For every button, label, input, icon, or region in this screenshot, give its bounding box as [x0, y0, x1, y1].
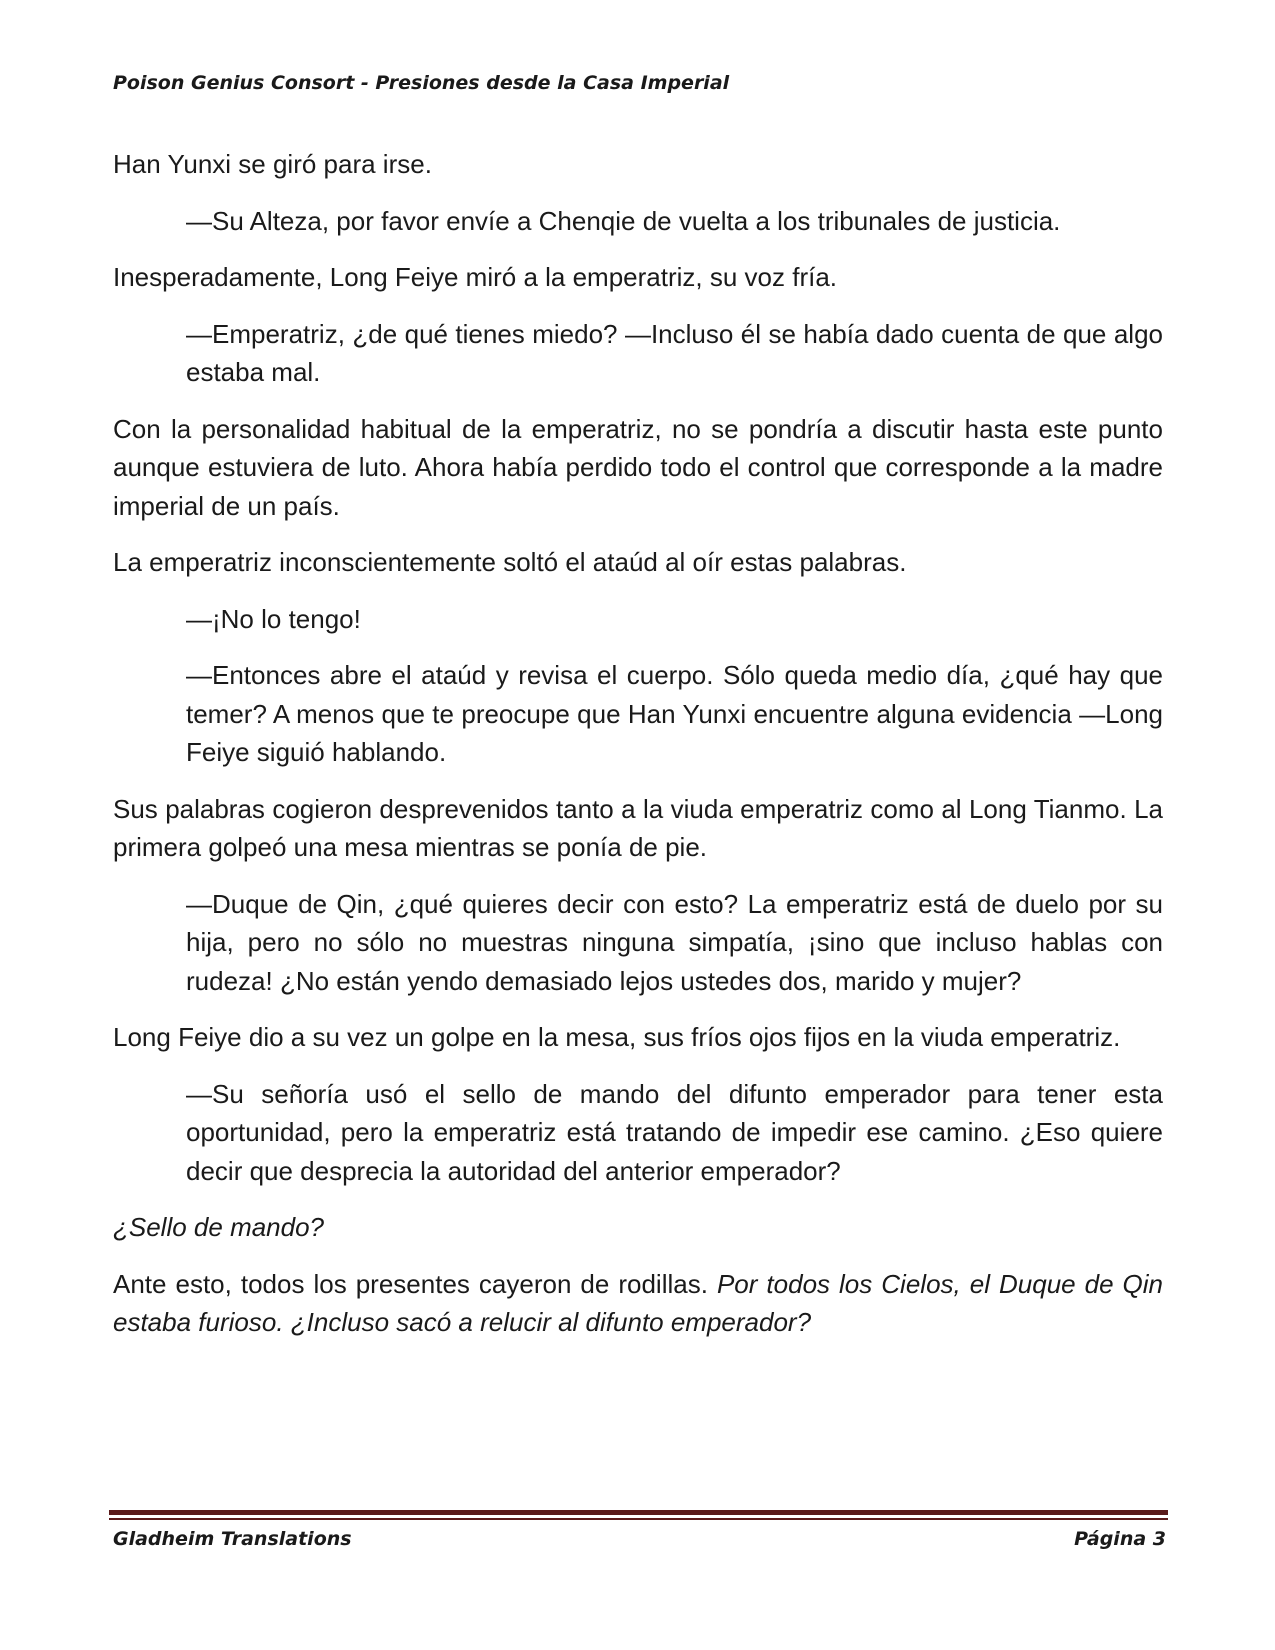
- footer-divider-thin: [109, 1518, 1168, 1520]
- mixed-paragraph: [113, 1265, 1163, 1342]
- dialogue-paragraph: —Entonces abre el ataúd y revisa el cuerpo. Sólo queda medio día, ¿qué hay que temer? A menos que te preocupe que Han Yunxi encuentre alguna evidencia —Long Feiye siguió hablando.: [186, 660, 1163, 767]
- footer-page-number: Página 3: [1074, 1528, 1166, 1550]
- dialogue-paragraph: —Su señoría usó el sello de mando del difunto emperador para tener esta oportunidad, pero la emperatriz está tratando de impedir ese camino. ¿Eso quiere decir que desprecia la autoridad del anterior emperador?: [186, 1078, 1163, 1186]
- dialogue-paragraph: —¡No lo tengo!: [186, 603, 361, 634]
- dialogue-paragraph: —Su Alteza, por favor envíe a Chenqie de vuelta a los tribunales de justicia.: [186, 205, 1061, 236]
- paragraph: Sus palabras cogieron desprevenidos tanto a la viuda emperatriz como al Long Tianmo. La primera golpeó una mesa mientras se ponía de pie.: [113, 793, 1163, 862]
- footer-publisher: Gladheim Translations: [113, 1528, 352, 1550]
- italic-thought-paragraph: ¿Sello de mando?: [113, 1212, 325, 1242]
- document-body: [113, 145, 1163, 1360]
- footer-divider-thick: [109, 1510, 1168, 1515]
- italic-thought-text: Por todos los Cielos, el Duque de Qin estaba furioso. ¿Incluso sacó a relucir al difunto emperador?: [113, 1268, 1164, 1337]
- paragraph: La emperatriz inconscientemente soltó el ataúd al oír estas palabras.: [113, 547, 907, 577]
- paragraph: Long Feiye dio a su vez un golpe en la mesa, sus fríos ojos fijos en la viuda emperatriz.: [113, 1022, 1121, 1052]
- paragraph: Han Yunxi se giró para irse.: [113, 149, 432, 179]
- paragraph: Con la personalidad habitual de la emperatriz, no se pondría a discutir hasta este punto aunque estuviera de luto. Ahora había perdido todo el control que corresponde a la madre imperial de un país.: [113, 413, 1163, 521]
- dialogue-paragraph: —Emperatriz, ¿de qué tienes miedo? —Incluso él se había dado cuenta de que algo estaba mal.: [186, 318, 1163, 387]
- dialogue-paragraph: —Duque de Qin, ¿qué quieres decir con esto? La emperatriz está de duelo por su hija, pero no sólo no muestras ninguna simpatía, ¡sino que incluso hablas con rudeza! ¿No están yendo demasiado lejos ustedes dos, marido y mujer?: [186, 888, 1163, 996]
- paragraph-text: Ante esto, todos los presentes cayeron de rodillas.: [113, 1268, 717, 1299]
- page-header-title: Poison Genius Consort - Presiones desde la Casa Imperial: [113, 72, 730, 94]
- paragraph: Inesperadamente, Long Feiye miró a la emperatriz, su voz fría.: [113, 262, 838, 292]
